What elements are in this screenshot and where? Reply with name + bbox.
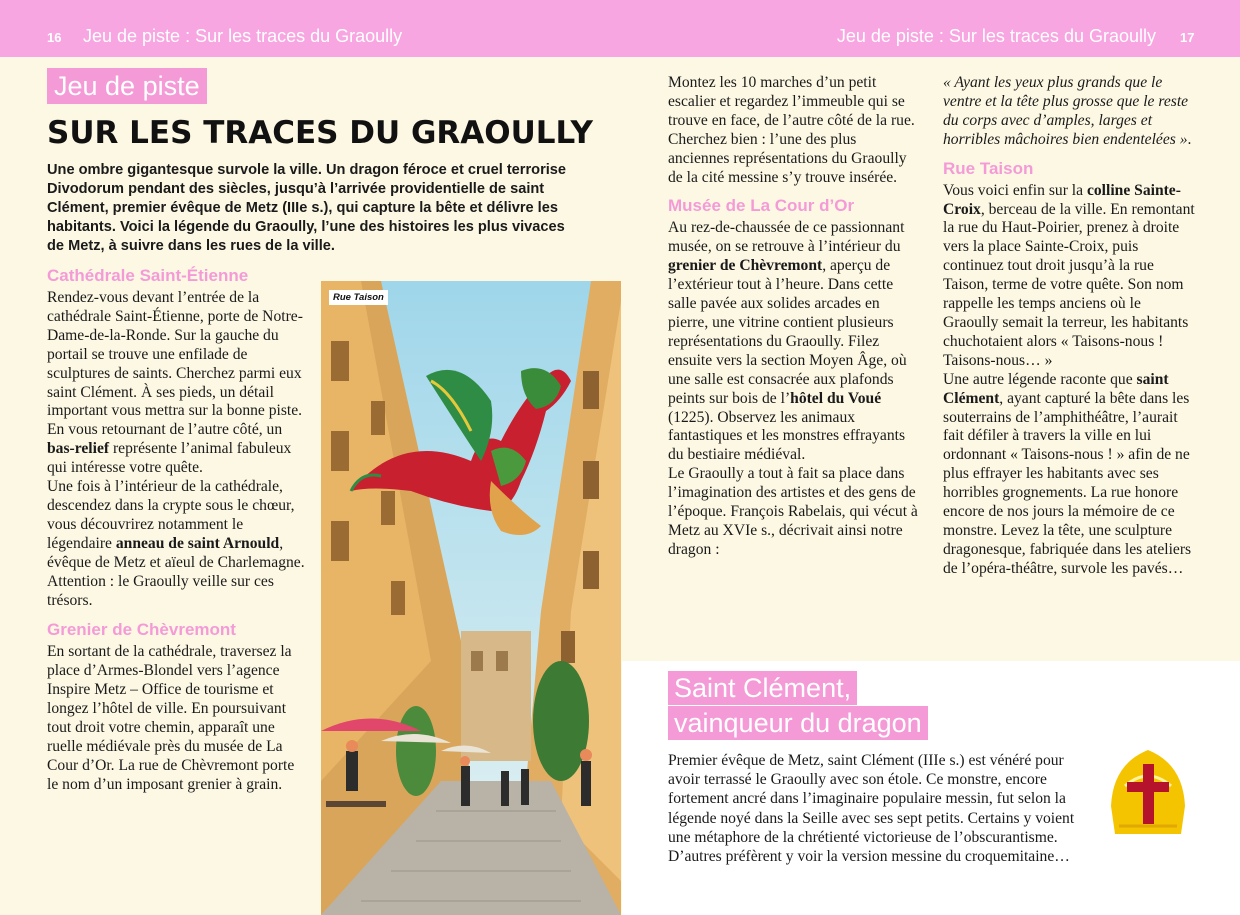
paragraph: Rendez-vous devant l’entrée de la cathédrale Saint-Étienne, porte de Notre-Dame-de-la-Ronde. Sur la gauche du portail se trouve une enfilade de sculptures de saints. Cherchez parmi eux saint Clément. À ses pieds, un détail important vous mettra sur la bonne piste. En vous retournant de l’autre côté, un bas-relief représente l’animal fabuleux qui intéresse votre quête.: [47, 289, 303, 477]
section-heading-taison: Rue Taison: [943, 158, 1034, 178]
left-page-number: 16: [47, 30, 62, 45]
column-4: [943, 74, 1195, 579]
section-heading-grenier: Grenier de Chèvremont: [47, 620, 236, 640]
sidebar-text: Premier évêque de Metz, saint Clément (IIIe s.) est vénéré pour avoir terrassé le Graoully avec son étole. Ce monstre, encore fortement ancré dans l’imaginaire populaire messin, fut selon la légende noyé dans la Seille avec ses sept petits. Certains y voient une métaphore de la chrétienté victorieuse de l’obscurantisme. D’autres préfèrent y voir la version messine du croquemitaine…: [668, 752, 1075, 866]
article-kicker: Jeu de piste: [47, 68, 207, 104]
paragraph: En sortant de la cathédrale, traversez la place d’Armes-Blondel vers l’agence Inspire Metz – Office de tourisme et longez l’hôtel de ville. En poursuivant tout droit votre chemin, apparaît une ruelle médiévale près du musée de La Cour d’Or. La rue de Chèvremont porte le nom d’un imposant grenier à grain.: [47, 643, 295, 793]
column-1: [47, 258, 305, 795]
photo-caption: Rue Taison: [329, 290, 388, 305]
paragraph: Vous voici enfin sur la colline Sainte-Croix, berceau de la ville. En remontant la rue du Haut-Poirier, prenez à droite vers la place Sainte-Croix, puis continuez tout droit jusqu’à la rue Taison, terme de votre quête. Son nom rappelle les temps anciens où le Graoully semait la terreur, les habitants chuchotaient alors « Taisons-nous ! Taisons-nous… »: [943, 181, 1195, 369]
street-photo: [321, 281, 621, 915]
mitre-icon: [1105, 746, 1191, 844]
paragraph: « Ayant les yeux plus grands que le ventre et la tête plus grosse que le reste du corps avec d’amples, larges et horribles mâchoires bien endentelées ».: [943, 74, 1192, 148]
paragraph: Une autre légende raconte que saint Clément, ayant capturé la bête dans les souterrains de l’amphithéâtre, l’aurait fait défiler à travers la ville en lui ordonnant « Taisons-nous ! » afin de ne plus effrayer les habitants avec ses horribles grognements. La rue honore encore de nos jours la mémoire de ce monstre. Levez la tête, une sculpture dragonesque, fabriquée dans les ateliers de l’opéra-théâtre, survole les pavés…: [943, 370, 1192, 577]
sidebar-title-line-2: vainqueur du dragon: [668, 706, 928, 740]
right-page-number: 17: [1180, 30, 1195, 45]
sidebar-title: [668, 671, 928, 741]
section-heading-musee: Musée de La Cour d’Or: [668, 196, 855, 216]
rabelais-quote: « Ayant les yeux plus grands que le ventre et la tête plus grosse que le reste du corps avec d’amples, larges et horribles mâchoires bien endentelées »: [943, 74, 1189, 148]
left-running-title: Jeu de piste : Sur les traces du Graoully: [83, 26, 403, 46]
paragraph: Le Graoully a tout à fait sa place dans l’imagination des artistes et des gens de l’époque. François Rabelais, qui vécut à Metz au XVIe s., décrivait ainsi notre dragon :: [668, 465, 918, 558]
rue-taison-photo: [321, 281, 621, 915]
paragraph: Une fois à l’intérieur de la cathédrale, descendez dans la crypte sous le chœur, vous découvrirez notamment le légendaire anneau de saint Arnould, évêque de Metz et aïeul de Charlemagne. Attention : le Graoully veille sur ces trésors.: [47, 478, 305, 609]
article-title: SUR LES TRACES DU GRAOULLY: [47, 115, 593, 151]
right-running-title: Jeu de piste : Sur les traces du Graoully: [836, 26, 1156, 46]
sidebar-title-line-1: Saint Clément,: [668, 671, 857, 705]
paragraph: Montez les 10 marches d’un petit escalier et regardez l’immeuble qui se trouve en face, de l’autre côté de la rue. Cherchez bien : l’une des plus anciennes représentations du Graoully de la cité messine s’y trouve insérée.: [668, 74, 915, 186]
column-3: [668, 74, 918, 560]
paragraph: Au rez-de-chaussée de ce passionnant musée, on se retrouve à l’intérieur du grenier de Chèvremont, aperçu de l’extérieur tout à l’heure. Dans cette salle pavée aux solides arcades en pierre, une vitrine contient plusieurs représentations du Graoully. Filez ensuite vers la section Moyen Âge, où une salle est consacrée aux plafonds peints sur bois de l’hôtel du Voué (1225). Observez les animaux fantastiques et les monstres effrayants du bestiaire médiéval.: [668, 219, 907, 464]
running-header: [0, 0, 1240, 57]
section-heading-cathedrale: Cathédrale Saint-Étienne: [47, 266, 249, 285]
article-lead: Une ombre gigantesque survole la ville. Un dragon féroce et cruel terrorise Divodorum pendant des siècles, jusqu’à l’arrivée providentielle de saint Clément, premier évêque de Metz (IIIe s.), qui capture la bête et délivre les habitants. Voici la légende du Graoully, l’une des histoires les plus vivaces de Metz, à suivre dans les rues de la ville.: [47, 162, 567, 254]
